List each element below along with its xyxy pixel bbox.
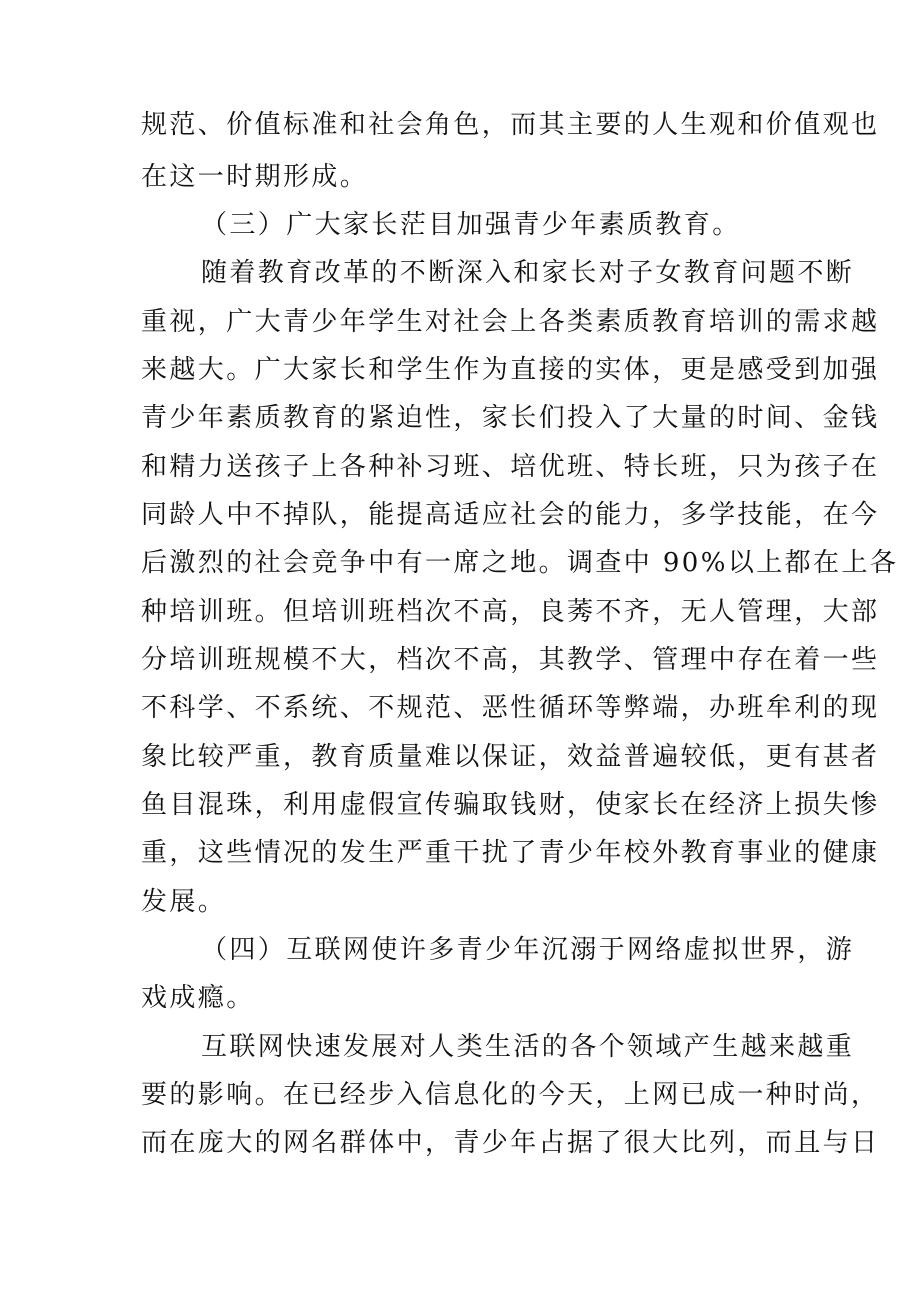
paragraph-line: 随着教育改革的不断深入和家长对子女教育问题不断 bbox=[201, 258, 855, 288]
paragraph-line: 重，这些情况的发生严重干扰了青少年校外教育事业的健康 bbox=[141, 838, 880, 868]
paragraph-line: 来越大。广大家长和学生作为直接的实体，更是感受到加强 bbox=[141, 355, 880, 385]
paragraph-line: 发展。 bbox=[141, 887, 227, 917]
paragraph-line: 重视，广大青少年学生对社会上各类素质教育培训的需求越 bbox=[141, 307, 880, 337]
paragraph-line: 分培训班规模不大，档次不高，其教学、管理中存在着一些 bbox=[141, 645, 880, 675]
paragraph-line: 鱼目混珠，利用虚假宣传骗取钱财，使家长在经济上损失惨 bbox=[141, 790, 880, 820]
section-heading: （三）广大家长茫目加强青少年素质教育。 bbox=[201, 210, 741, 240]
paragraph-line: 规范、价值标准和社会角色，而其主要的人生观和价值观也 bbox=[141, 110, 880, 140]
paragraph-line: 后激烈的社会竞争中有一席之地。调查中 90%以上都在上各 bbox=[141, 548, 899, 578]
paragraph-line: 青少年素质教育的紧迫性，家长们投入了大量的时间、金钱 bbox=[141, 403, 880, 433]
paragraph-line: 而在庞大的网名群体中，青少年占据了很大比列，而且与日 bbox=[141, 1128, 880, 1158]
paragraph-line: 要的影响。在已经步入信息化的今天，上网已成一种时尚， bbox=[141, 1080, 880, 1110]
paragraph-line: 在这一时期形成。 bbox=[141, 162, 369, 192]
paragraph-line: 同龄人中不掉队，能提高适应社会的能力，多学技能，在今 bbox=[141, 500, 880, 530]
paragraph-line: 和精力送孩子上各种补习班、培优班、特长班，只为孩子在 bbox=[141, 452, 880, 482]
section-heading: （四）互联网使许多青少年沉溺于网络虚拟世界，游 bbox=[201, 935, 855, 965]
paragraph-line: 象比较严重，教育质量难以保证，效益普遍较低，更有甚者 bbox=[141, 742, 880, 772]
paragraph-line: 互联网快速发展对人类生活的各个领域产生越来越重 bbox=[201, 1032, 855, 1062]
section-heading-continued: 戏成瘾。 bbox=[141, 983, 255, 1013]
paragraph-line: 种培训班。但培训班档次不高，良莠不齐，无人管理，大部 bbox=[141, 597, 880, 627]
paragraph-line: 不科学、不系统、不规范、恶性循环等弊端，办班牟利的现 bbox=[141, 693, 880, 723]
